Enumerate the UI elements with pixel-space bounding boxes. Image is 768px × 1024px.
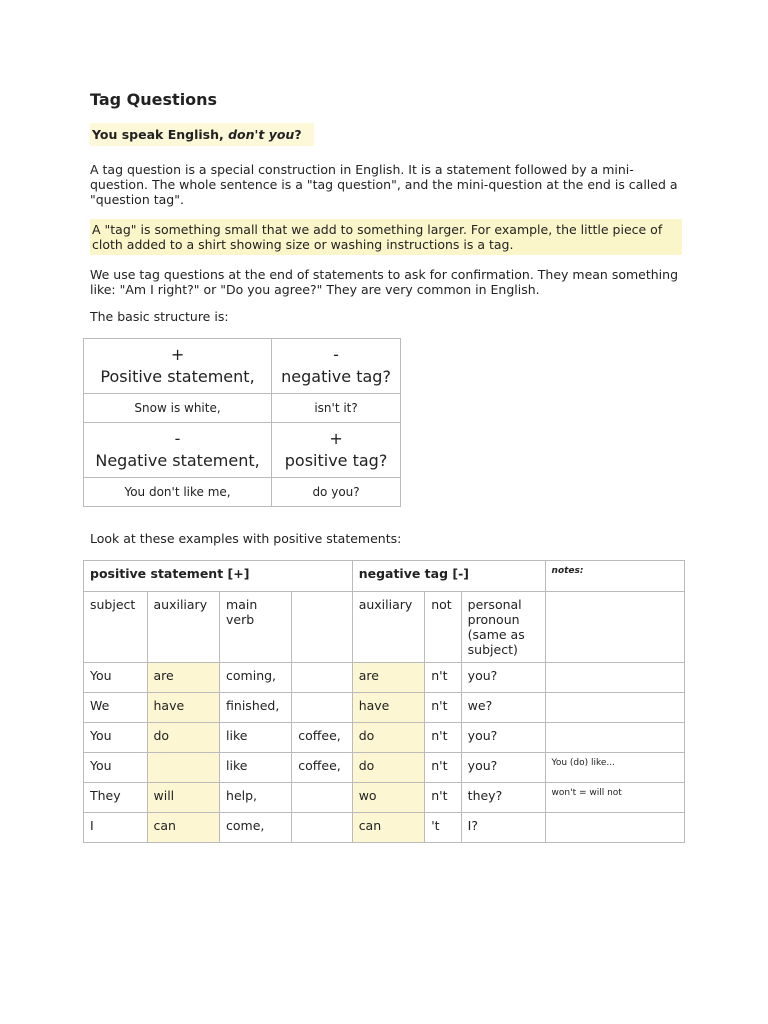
paragraph-usage: We use tag questions at the end of statements to ask for confirmation. They mean something like: "Am I right?" or "Do you agree?" They are very common in English. (90, 267, 679, 297)
example-cell: do (352, 753, 425, 783)
example-row (84, 663, 685, 693)
example-cell: n't (425, 723, 461, 753)
example-cell: are (352, 663, 425, 693)
header-negative: negative tag [-] (352, 561, 545, 592)
structure-cell (84, 423, 272, 478)
example-row (84, 813, 685, 843)
example-cell: n't (425, 693, 461, 723)
structure-example: You don't like me, (84, 478, 272, 507)
example-cell: coffee, (292, 753, 352, 783)
example-row (84, 753, 685, 783)
example-cell: have (352, 693, 425, 723)
example-cell: coffee, (292, 723, 352, 753)
paragraph-examples-intro: Look at these examples with positive statements: (90, 531, 402, 546)
header-positive: positive statement [+] (84, 561, 353, 592)
column-header: subject (84, 592, 148, 663)
paragraph-definition: A tag question is a special construction in English. It is a statement followed by a mini-question. The whole sentence is a "tag question", and the mini-question at the end is called a "question tag". (90, 162, 678, 207)
column-header: personal pronoun (same as subject) (461, 592, 545, 663)
example-cell (292, 693, 352, 723)
example-row (84, 783, 685, 813)
structure-example: Snow is white, (84, 394, 272, 423)
example-cell: do (147, 723, 220, 753)
sign: + (329, 429, 343, 448)
example-cell: like (220, 723, 292, 753)
example-cell (147, 753, 220, 783)
example-row (84, 693, 685, 723)
example-cell: help, (220, 783, 292, 813)
example-cell: you? (461, 753, 545, 783)
subtitle-main: You speak English, (92, 127, 229, 142)
example-cell: you? (461, 723, 545, 753)
column-header: main verb (220, 592, 292, 663)
sign: - (174, 429, 181, 448)
subtitle (90, 123, 314, 146)
structure-label: Negative statement, (95, 451, 260, 470)
example-cell: We (84, 693, 148, 723)
example-cell: won't = will not (545, 783, 684, 813)
example-cell: You (84, 753, 148, 783)
example-cell: they? (461, 783, 545, 813)
example-cell: like (220, 753, 292, 783)
example-cell: You (84, 723, 148, 753)
example-cell: n't (425, 663, 461, 693)
example-cell (292, 663, 352, 693)
structure-example: do you? (272, 478, 401, 507)
structure-cell (272, 423, 401, 478)
column-header (292, 592, 352, 663)
example-cell (292, 783, 352, 813)
example-cell: we? (461, 693, 545, 723)
column-header: not (425, 592, 461, 663)
subtitle-emph: don't you (228, 127, 295, 142)
header-notes (545, 561, 684, 592)
structure-table (83, 338, 401, 507)
structure-row (84, 478, 401, 507)
paragraph-structure-intro: The basic structure is: (90, 309, 229, 324)
example-cell: 't (425, 813, 461, 843)
paragraph-tag-highlight: A "tag" is something small that we add to something larger. For example, the little piece of cloth added to a shirt showing size or washing instructions is a tag. (90, 219, 682, 255)
example-cell: You (84, 663, 148, 693)
examples-body (84, 663, 685, 843)
example-cell: come, (220, 813, 292, 843)
example-cell (545, 723, 684, 753)
sign: - (333, 345, 339, 364)
structure-row (84, 339, 401, 394)
example-cell (292, 813, 352, 843)
example-cell (545, 693, 684, 723)
example-cell: can (352, 813, 425, 843)
example-cell: I (84, 813, 148, 843)
document-page (90, 90, 690, 843)
example-cell: do (352, 723, 425, 753)
example-cell (545, 663, 684, 693)
example-cell: I? (461, 813, 545, 843)
example-row (84, 723, 685, 753)
sign: + (170, 345, 185, 364)
example-cell: coming, (220, 663, 292, 693)
structure-example: isn't it? (272, 394, 401, 423)
example-cell: will (147, 783, 220, 813)
structure-label: negative tag? (281, 367, 391, 386)
example-cell: You (do) like... (545, 753, 684, 783)
example-cell: finished, (220, 693, 292, 723)
example-cell: They (84, 783, 148, 813)
example-cell: n't (425, 753, 461, 783)
column-header: auxiliary (352, 592, 425, 663)
example-cell: can (147, 813, 220, 843)
structure-label: Positive statement, (100, 367, 255, 386)
examples-table (83, 560, 685, 843)
column-header (545, 592, 684, 663)
example-cell: have (147, 693, 220, 723)
structure-cell (272, 339, 401, 394)
examples-column-row (84, 592, 685, 663)
example-cell: you? (461, 663, 545, 693)
subtitle-end: ? (294, 127, 302, 142)
example-cell: are (147, 663, 220, 693)
structure-row (84, 423, 401, 478)
structure-cell (84, 339, 272, 394)
example-cell: n't (425, 783, 461, 813)
structure-label: positive tag? (284, 451, 388, 470)
structure-row (84, 394, 401, 423)
column-header: auxiliary (147, 592, 220, 663)
examples-header-row (84, 561, 685, 592)
page-title: Tag Questions (90, 90, 218, 109)
example-cell (545, 813, 684, 843)
example-cell: wo (352, 783, 425, 813)
header-notes-label: notes: (551, 566, 584, 576)
